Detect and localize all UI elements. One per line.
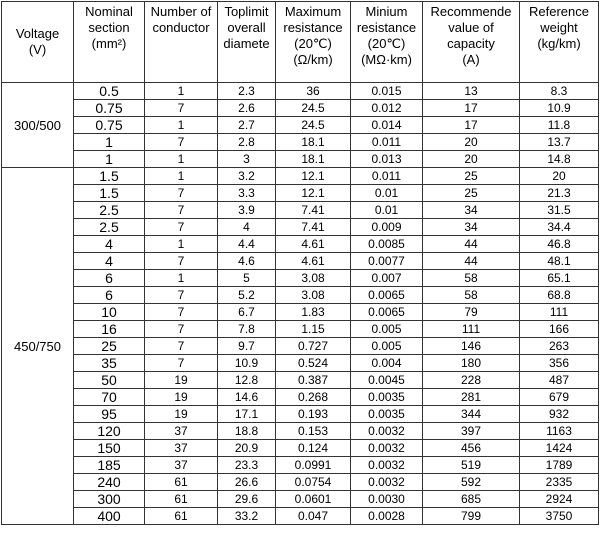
capacity-cell: 592 [423, 474, 520, 491]
table-row [2, 491, 599, 508]
overall-diameter-cell: 4 [218, 219, 276, 236]
table-row [2, 440, 599, 457]
weight-cell: 166 [520, 321, 599, 338]
overall-diameter-cell: 3 [218, 151, 276, 168]
capacity-cell: 17 [423, 117, 520, 134]
weight-cell: 3750 [520, 508, 599, 525]
header-nominal-section: Nominal section (mm²) [74, 2, 145, 83]
min-insulation-resistance-cell: 0.011 [351, 168, 423, 185]
conductor-count-cell: 7 [145, 304, 218, 321]
weight-cell: 111 [520, 304, 599, 321]
nominal-section-cell: 35 [74, 355, 145, 372]
nominal-section-cell: 0.75 [74, 100, 145, 117]
weight-cell: 48.1 [520, 253, 599, 270]
overall-diameter-cell: 26.6 [218, 474, 276, 491]
overall-diameter-cell: 12.8 [218, 372, 276, 389]
capacity-cell: 44 [423, 236, 520, 253]
nominal-section-cell: 120 [74, 423, 145, 440]
capacity-cell: 25 [423, 168, 520, 185]
conductor-count-cell: 7 [145, 100, 218, 117]
conductor-count-cell: 61 [145, 491, 218, 508]
table-row [2, 83, 599, 100]
capacity-cell: 25 [423, 185, 520, 202]
min-insulation-resistance-cell: 0.0085 [351, 236, 423, 253]
nominal-section-cell: 2.5 [74, 219, 145, 236]
voltage-cell: 300/500 [2, 83, 74, 168]
weight-cell: 8.3 [520, 83, 599, 100]
nominal-section-cell: 4 [74, 253, 145, 270]
max-resistance-cell: 0.524 [276, 355, 351, 372]
capacity-cell: 34 [423, 202, 520, 219]
overall-diameter-cell: 4.6 [218, 253, 276, 270]
overall-diameter-cell: 33.2 [218, 508, 276, 525]
table-row [2, 474, 599, 491]
nominal-section-cell: 1.5 [74, 168, 145, 185]
weight-cell: 487 [520, 372, 599, 389]
nominal-section-cell: 25 [74, 338, 145, 355]
header-overall-diameter: Toplimit overall diamete [218, 2, 276, 83]
capacity-cell: 20 [423, 151, 520, 168]
min-insulation-resistance-cell: 0.0030 [351, 491, 423, 508]
capacity-cell: 44 [423, 253, 520, 270]
min-insulation-resistance-cell: 0.0035 [351, 406, 423, 423]
overall-diameter-cell: 18.8 [218, 423, 276, 440]
conductor-count-cell: 7 [145, 287, 218, 304]
weight-cell: 2924 [520, 491, 599, 508]
max-resistance-cell: 1.83 [276, 304, 351, 321]
capacity-cell: 228 [423, 372, 520, 389]
capacity-cell: 281 [423, 389, 520, 406]
table-row [2, 457, 599, 474]
table-row [2, 321, 599, 338]
table-row [2, 219, 599, 236]
max-resistance-cell: 0.153 [276, 423, 351, 440]
min-insulation-resistance-cell: 0.0065 [351, 304, 423, 321]
capacity-cell: 456 [423, 440, 520, 457]
overall-diameter-cell: 3.3 [218, 185, 276, 202]
nominal-section-cell: 0.75 [74, 117, 145, 134]
nominal-section-cell: 2.5 [74, 202, 145, 219]
table-row [2, 304, 599, 321]
capacity-cell: 79 [423, 304, 520, 321]
capacity-cell: 180 [423, 355, 520, 372]
nominal-section-cell: 1 [74, 151, 145, 168]
max-resistance-cell: 0.268 [276, 389, 351, 406]
nominal-section-cell: 10 [74, 304, 145, 321]
conductor-count-cell: 7 [145, 185, 218, 202]
weight-cell: 21.3 [520, 185, 599, 202]
min-insulation-resistance-cell: 0.0045 [351, 372, 423, 389]
overall-diameter-cell: 6.7 [218, 304, 276, 321]
capacity-cell: 20 [423, 134, 520, 151]
max-resistance-cell: 4.61 [276, 253, 351, 270]
max-resistance-cell: 1.15 [276, 321, 351, 338]
weight-cell: 20 [520, 168, 599, 185]
nominal-section-cell: 0.5 [74, 83, 145, 100]
min-insulation-resistance-cell: 0.012 [351, 100, 423, 117]
overall-diameter-cell: 3.9 [218, 202, 276, 219]
min-insulation-resistance-cell: 0.0035 [351, 389, 423, 406]
table-row [2, 253, 599, 270]
table-row [2, 168, 599, 185]
max-resistance-cell: 24.5 [276, 100, 351, 117]
min-insulation-resistance-cell: 0.004 [351, 355, 423, 372]
min-insulation-resistance-cell: 0.007 [351, 270, 423, 287]
table-row [2, 338, 599, 355]
capacity-cell: 344 [423, 406, 520, 423]
min-insulation-resistance-cell: 0.005 [351, 338, 423, 355]
min-insulation-resistance-cell: 0.0032 [351, 440, 423, 457]
cable-spec-table [1, 1, 599, 525]
max-resistance-cell: 24.5 [276, 117, 351, 134]
capacity-cell: 17 [423, 100, 520, 117]
weight-cell: 34.4 [520, 219, 599, 236]
max-resistance-cell: 18.1 [276, 134, 351, 151]
header-voltage: Voltage (V) [2, 2, 74, 83]
table-row [2, 270, 599, 287]
max-resistance-cell: 0.0991 [276, 457, 351, 474]
weight-cell: 1163 [520, 423, 599, 440]
max-resistance-cell: 12.1 [276, 168, 351, 185]
weight-cell: 1789 [520, 457, 599, 474]
nominal-section-cell: 400 [74, 508, 145, 525]
weight-cell: 65.1 [520, 270, 599, 287]
overall-diameter-cell: 7.8 [218, 321, 276, 338]
table-row [2, 355, 599, 372]
table-row [2, 134, 599, 151]
max-resistance-cell: 7.41 [276, 202, 351, 219]
max-resistance-cell: 0.047 [276, 508, 351, 525]
conductor-count-cell: 19 [145, 389, 218, 406]
overall-diameter-cell: 14.6 [218, 389, 276, 406]
conductor-count-cell: 61 [145, 508, 218, 525]
weight-cell: 14.8 [520, 151, 599, 168]
min-insulation-resistance-cell: 0.0032 [351, 423, 423, 440]
max-resistance-cell: 18.1 [276, 151, 351, 168]
overall-diameter-cell: 2.6 [218, 100, 276, 117]
header-minimum-insulation-resistance: Minium resistance (20℃) (MΩ·km) [351, 2, 423, 83]
max-resistance-cell: 0.727 [276, 338, 351, 355]
overall-diameter-cell: 4.4 [218, 236, 276, 253]
nominal-section-cell: 6 [74, 270, 145, 287]
weight-cell: 263 [520, 338, 599, 355]
min-insulation-resistance-cell: 0.0028 [351, 508, 423, 525]
conductor-count-cell: 1 [145, 168, 218, 185]
capacity-cell: 685 [423, 491, 520, 508]
weight-cell: 1424 [520, 440, 599, 457]
table-row [2, 287, 599, 304]
min-insulation-resistance-cell: 0.0032 [351, 474, 423, 491]
nominal-section-cell: 240 [74, 474, 145, 491]
table-row [2, 117, 599, 134]
min-insulation-resistance-cell: 0.0065 [351, 287, 423, 304]
header-recommended-capacity: Recommende value of capacity (A) [423, 2, 520, 83]
nominal-section-cell: 150 [74, 440, 145, 457]
weight-cell: 31.5 [520, 202, 599, 219]
table-row [2, 151, 599, 168]
header-reference-weight: Reference weight (kg/km) [520, 2, 599, 83]
nominal-section-cell: 95 [74, 406, 145, 423]
max-resistance-cell: 36 [276, 83, 351, 100]
capacity-cell: 799 [423, 508, 520, 525]
conductor-count-cell: 37 [145, 423, 218, 440]
min-insulation-resistance-cell: 0.013 [351, 151, 423, 168]
conductor-count-cell: 1 [145, 151, 218, 168]
conductor-count-cell: 1 [145, 83, 218, 100]
table-row [2, 236, 599, 253]
conductor-count-cell: 7 [145, 253, 218, 270]
overall-diameter-cell: 5 [218, 270, 276, 287]
conductor-count-cell: 7 [145, 134, 218, 151]
overall-diameter-cell: 10.9 [218, 355, 276, 372]
table-row [2, 508, 599, 525]
weight-cell: 10.9 [520, 100, 599, 117]
conductor-count-cell: 1 [145, 117, 218, 134]
table-row [2, 185, 599, 202]
min-insulation-resistance-cell: 0.0032 [351, 457, 423, 474]
conductor-count-cell: 37 [145, 440, 218, 457]
min-insulation-resistance-cell: 0.009 [351, 219, 423, 236]
table-row [2, 372, 599, 389]
capacity-cell: 146 [423, 338, 520, 355]
capacity-cell: 58 [423, 287, 520, 304]
max-resistance-cell: 0.0754 [276, 474, 351, 491]
conductor-count-cell: 37 [145, 457, 218, 474]
capacity-cell: 397 [423, 423, 520, 440]
capacity-cell: 13 [423, 83, 520, 100]
overall-diameter-cell: 23.3 [218, 457, 276, 474]
conductor-count-cell: 1 [145, 270, 218, 287]
conductor-count-cell: 7 [145, 338, 218, 355]
overall-diameter-cell: 3.2 [218, 168, 276, 185]
max-resistance-cell: 12.1 [276, 185, 351, 202]
weight-cell: 68.8 [520, 287, 599, 304]
capacity-cell: 58 [423, 270, 520, 287]
overall-diameter-cell: 29.6 [218, 491, 276, 508]
nominal-section-cell: 4 [74, 236, 145, 253]
overall-diameter-cell: 2.8 [218, 134, 276, 151]
nominal-section-cell: 50 [74, 372, 145, 389]
conductor-count-cell: 61 [145, 474, 218, 491]
weight-cell: 11.8 [520, 117, 599, 134]
nominal-section-cell: 185 [74, 457, 145, 474]
max-resistance-cell: 7.41 [276, 219, 351, 236]
min-insulation-resistance-cell: 0.005 [351, 321, 423, 338]
overall-diameter-cell: 2.7 [218, 117, 276, 134]
table-row [2, 202, 599, 219]
header-row [2, 2, 599, 83]
weight-cell: 932 [520, 406, 599, 423]
nominal-section-cell: 1 [74, 134, 145, 151]
weight-cell: 13.7 [520, 134, 599, 151]
nominal-section-cell: 300 [74, 491, 145, 508]
table-row [2, 406, 599, 423]
nominal-section-cell: 6 [74, 287, 145, 304]
conductor-count-cell: 7 [145, 321, 218, 338]
capacity-cell: 111 [423, 321, 520, 338]
overall-diameter-cell: 20.9 [218, 440, 276, 457]
max-resistance-cell: 0.0601 [276, 491, 351, 508]
table-row [2, 423, 599, 440]
max-resistance-cell: 4.61 [276, 236, 351, 253]
conductor-count-cell: 19 [145, 372, 218, 389]
conductor-count-cell: 7 [145, 355, 218, 372]
table-row [2, 100, 599, 117]
min-insulation-resistance-cell: 0.01 [351, 202, 423, 219]
max-resistance-cell: 3.08 [276, 270, 351, 287]
overall-diameter-cell: 9.7 [218, 338, 276, 355]
nominal-section-cell: 16 [74, 321, 145, 338]
nominal-section-cell: 1.5 [74, 185, 145, 202]
weight-cell: 46.8 [520, 236, 599, 253]
max-resistance-cell: 0.387 [276, 372, 351, 389]
overall-diameter-cell: 5.2 [218, 287, 276, 304]
voltage-cell: 450/750 [2, 168, 74, 525]
conductor-count-cell: 19 [145, 406, 218, 423]
nominal-section-cell: 70 [74, 389, 145, 406]
header-number-of-conductor: Number of conductor [145, 2, 218, 83]
capacity-cell: 34 [423, 219, 520, 236]
min-insulation-resistance-cell: 0.01 [351, 185, 423, 202]
max-resistance-cell: 3.08 [276, 287, 351, 304]
overall-diameter-cell: 17.1 [218, 406, 276, 423]
weight-cell: 679 [520, 389, 599, 406]
min-insulation-resistance-cell: 0.011 [351, 134, 423, 151]
max-resistance-cell: 0.124 [276, 440, 351, 457]
min-insulation-resistance-cell: 0.015 [351, 83, 423, 100]
conductor-count-cell: 7 [145, 202, 218, 219]
table-row [2, 389, 599, 406]
max-resistance-cell: 0.193 [276, 406, 351, 423]
capacity-cell: 519 [423, 457, 520, 474]
conductor-count-cell: 7 [145, 219, 218, 236]
header-maximum-resistance: Maximum resistance (20℃) (Ω/km) [276, 2, 351, 83]
overall-diameter-cell: 2.3 [218, 83, 276, 100]
weight-cell: 356 [520, 355, 599, 372]
weight-cell: 2335 [520, 474, 599, 491]
conductor-count-cell: 1 [145, 236, 218, 253]
min-insulation-resistance-cell: 0.0077 [351, 253, 423, 270]
min-insulation-resistance-cell: 0.014 [351, 117, 423, 134]
